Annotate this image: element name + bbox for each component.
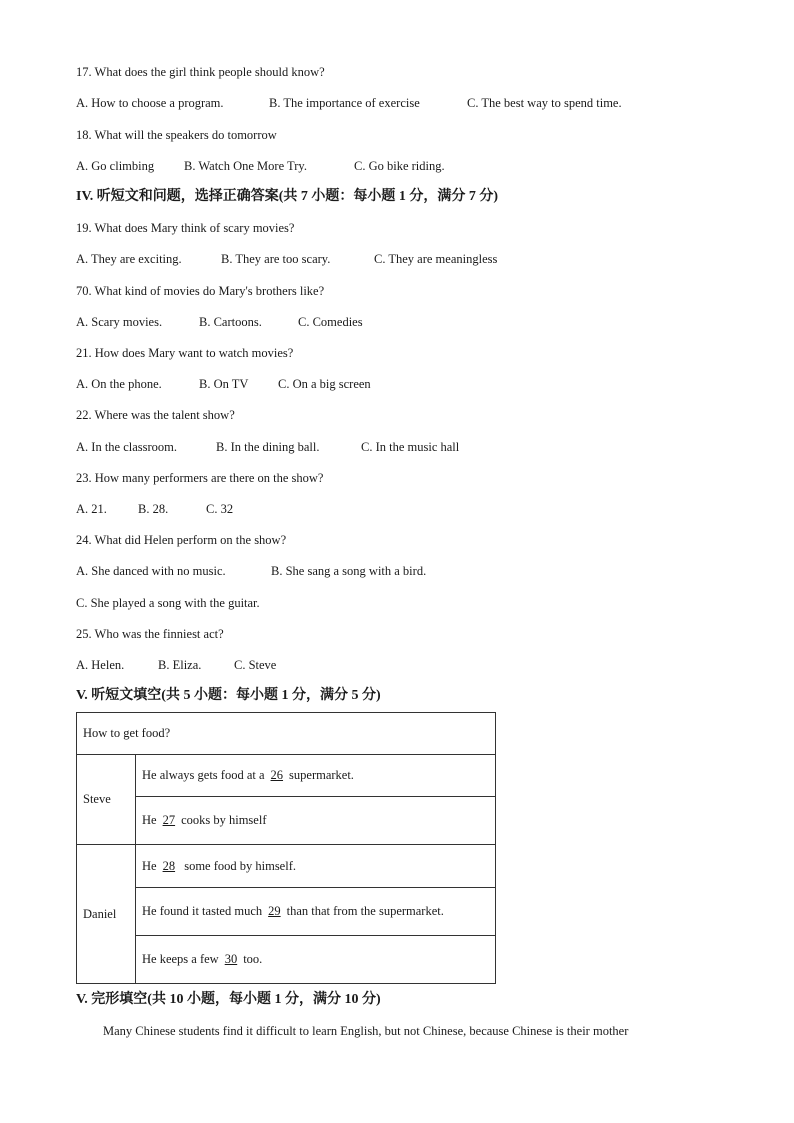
option-c: C. They are meaningless xyxy=(374,252,498,266)
question-19: 19. What does Mary think of scary movies? xyxy=(76,221,295,235)
option-a: A. They are exciting. xyxy=(76,252,182,266)
option-a: A. In the classroom. xyxy=(76,440,178,454)
option-c: C. Steve xyxy=(234,658,277,672)
option-b: B. In the dining ball. xyxy=(216,440,320,454)
daniel-row-1: He 28 some food by himself. xyxy=(136,845,496,888)
option-a: A. 21. xyxy=(76,502,107,516)
option-c: C. 32 xyxy=(206,502,234,516)
question-24-options xyxy=(76,563,426,579)
steve-row-1: He always gets food at a 26 supermarket. xyxy=(136,755,496,797)
option-c: C. Comedies xyxy=(298,315,363,329)
option-a: A. Helen. xyxy=(76,658,125,672)
daniel-row-2: He found it tasted much 29 than that from the supermarket. xyxy=(136,888,496,936)
question-25: 25. Who was the finniest act? xyxy=(76,627,224,641)
question-24: 24. What did Helen perform on the show? xyxy=(76,533,287,547)
option-b: B. On TV xyxy=(199,377,249,391)
option-b: B. They are too scary. xyxy=(221,252,331,266)
blank-29: 29 xyxy=(268,904,281,918)
steve-cell: Steve xyxy=(77,755,136,845)
section-6-title: V. 完形填空(共 10 小题，每小题 1 分，满分 10 分) xyxy=(76,992,381,1007)
option-b: B. 28. xyxy=(138,502,169,516)
option-b: B. Eliza. xyxy=(158,658,202,672)
daniel-cell: Daniel xyxy=(77,845,136,984)
question-21: 21. How does Mary want to watch movies? xyxy=(76,346,294,360)
question-20: 70. What kind of movies do Mary's brothers like? xyxy=(76,284,325,298)
question-22: 22. Where was the talent show? xyxy=(76,408,235,422)
table-header: How to get food? xyxy=(77,713,496,755)
option-a: A. Scary movies. xyxy=(76,315,163,329)
question-18-options xyxy=(76,158,445,174)
section-5-title: V. 听短文填空(共 5 小题：每小题 1 分，满分 5 分) xyxy=(76,688,381,703)
option-a: A. On the phone. xyxy=(76,377,162,391)
daniel-row-3: He keeps a few 30 too. xyxy=(136,936,496,984)
option-b: B. The importance of exercise xyxy=(269,96,420,110)
option-c: C. In the music hall xyxy=(361,440,460,454)
question-23: 23. How many performers are there on the show? xyxy=(76,471,324,485)
option-b: B. Cartoons. xyxy=(199,315,262,329)
question-22-options xyxy=(76,439,459,455)
blank-26: 26 xyxy=(270,768,284,782)
option-a: A. Go climbing xyxy=(76,159,155,173)
passage-text: Many Chinese students find it difficult to learn English, but not Chinese, because Chinese is their mother xyxy=(103,1024,629,1038)
steve-row-2: He 27 cooks by himself xyxy=(136,797,496,845)
option-c: C. On a big screen xyxy=(278,377,371,391)
fill-in-table xyxy=(76,712,496,984)
blank-28: 28 xyxy=(162,858,176,873)
option-a: A. She danced with no music. xyxy=(76,564,226,578)
question-17-options xyxy=(76,95,622,111)
question-23-options xyxy=(76,501,233,517)
option-c: C. The best way to spend time. xyxy=(467,96,622,110)
section-4-title: IV. 听短文和问题，选择正确答案(共 7 小题：每小题 1 分，满分 7 分) xyxy=(76,189,499,204)
question-21-options xyxy=(76,376,371,392)
blank-30: 30 xyxy=(224,952,238,966)
question-19-options xyxy=(76,251,497,267)
question-25-options xyxy=(76,657,276,673)
question-17: 17. What does the girl think people should know? xyxy=(76,65,325,79)
question-18: 18. What will the speakers do tomorrow xyxy=(76,128,277,142)
option-b: B. Watch One More Try. xyxy=(184,159,307,173)
question-24-option-c: C. She played a song with the guitar. xyxy=(76,596,260,610)
option-b: B. She sang a song with a bird. xyxy=(271,564,427,578)
option-c: C. Go bike riding. xyxy=(354,159,445,173)
blank-27: 27 xyxy=(162,813,176,827)
question-20-options xyxy=(76,314,363,330)
option-a: A. How to choose a program. xyxy=(76,96,224,110)
